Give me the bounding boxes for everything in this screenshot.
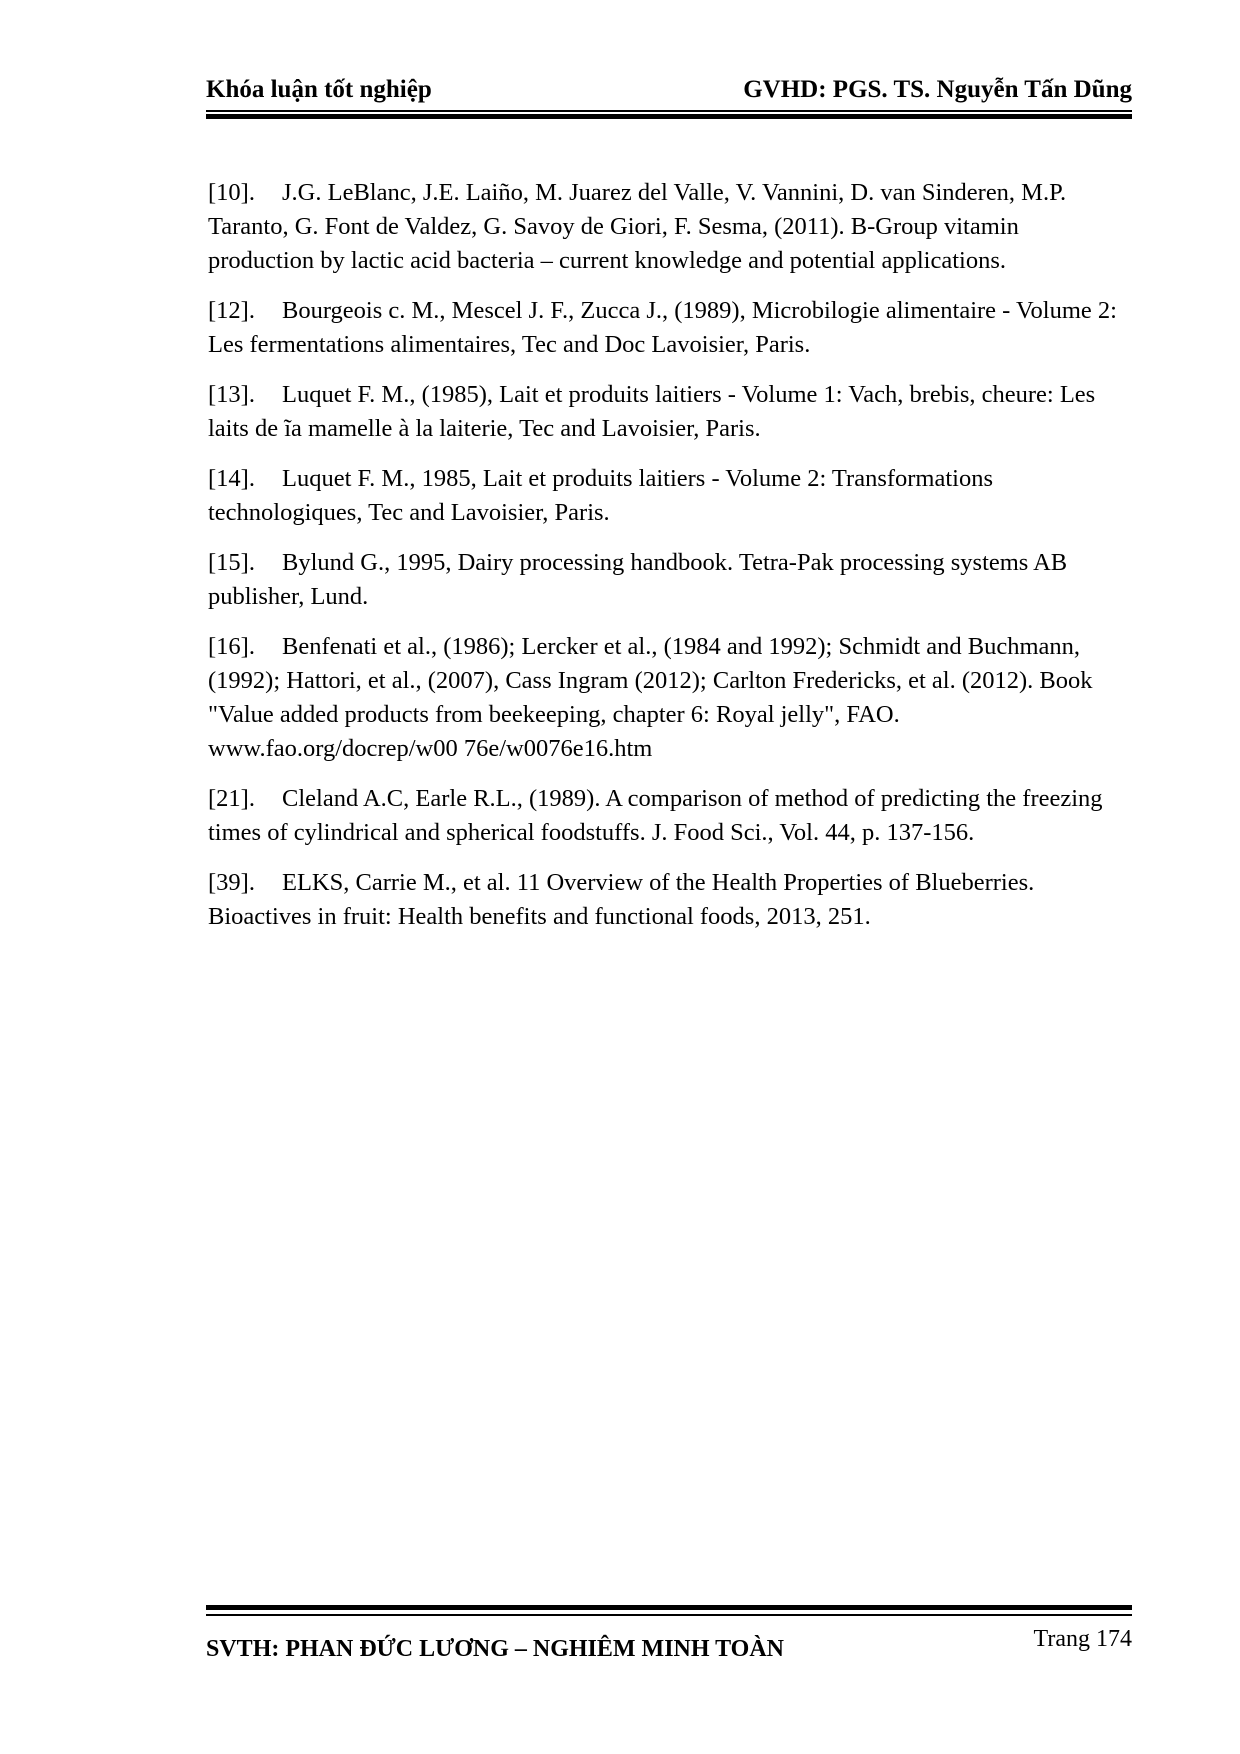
reference-text: Bourgeois c. M., Mescel J. F., Zucca J., (1989), Microbilogie alimentaire - Volume 2: Les fermentations alimentaires, Tec and Doc Lavoisier, Paris.: [208, 297, 1117, 358]
reference-item: [208, 630, 1130, 766]
footer-rule-thick: [206, 1605, 1132, 1610]
reference-item: [208, 546, 1130, 614]
reference-item: [208, 378, 1130, 446]
reference-number: [16].: [208, 633, 255, 660]
reference-item: [208, 176, 1130, 278]
reference-number: [15].: [208, 549, 255, 576]
reference-item: [208, 294, 1130, 362]
header-rule-thin: [206, 110, 1132, 112]
footer-rule-thin: [206, 1614, 1132, 1616]
reference-number: [21].: [208, 785, 255, 812]
reference-text: Bylund G., 1995, Dairy processing handbook. Tetra-Pak processing systems AB publisher, Lund.: [208, 549, 1068, 610]
reference-number: [10].: [208, 179, 255, 206]
reference-text: J.G. LeBlanc, J.E. Laiño, M. Juarez del Valle, V. Vannini, D. van Sinderen, M.P. Taranto, G. Font de Valdez, G. Savoy de Giori, F. Sesma, (2011). B-Group vitamin production by lactic acid bacteria – current knowledge and potential applications.: [208, 179, 1067, 274]
advisor-name: GVHD: PGS. TS. Nguyễn Tấn Dũng: [743, 76, 1132, 103]
reference-text: ELKS, Carrie M., et al. 11 Overview of the Health Properties of Blueberries. Bioactives in fruit: Health benefits and functional foods, 2013, 251.: [208, 869, 1035, 930]
header-rule-thick: [206, 114, 1132, 119]
reference-number: [39].: [208, 869, 255, 896]
reference-text: Cleland A.C, Earle R.L., (1989). A comparison of method of predicting the freezing times of cylindrical and spherical foodstuffs. J. Food Sci., Vol. 44, p. 137-156.: [208, 785, 1103, 846]
reference-item: [208, 866, 1130, 934]
page-number: Trang 174: [1033, 1626, 1132, 1652]
reference-item: [208, 462, 1130, 530]
page-header: [206, 72, 1132, 108]
reference-number: [12].: [208, 297, 255, 324]
reference-text: Luquet F. M., 1985, Lait et produits laitiers - Volume 2: Transformations technologiques, Tec and Lavoisier, Paris.: [208, 465, 994, 526]
reference-text: Benfenati et al., (1986); Lercker et al., (1984 and 1992); Schmidt and Buchmann, (1992); Hattori, et al., (2007), Cass Ingram (2012); Carlton Fredericks, et al. (2012). Book "Value added products from beekeeping, chapter 6: Royal jelly", FAO. www.fao.org/docrep/w00 76e/w0076e16.htm: [208, 633, 1093, 762]
reference-item: [208, 782, 1130, 850]
reference-number: [13].: [208, 381, 255, 408]
reference-number: [14].: [208, 465, 255, 492]
reference-text: Luquet F. M., (1985), Lait et produits laitiers - Volume 1: Vach, brebis, cheure: Les laits de ĩa mamelle à la laiterie, Tec and Lavoisier, Paris.: [208, 381, 1096, 442]
reference-list: [208, 176, 1130, 950]
thesis-title: Khóa luận tốt nghiệp: [206, 76, 432, 103]
student-names: SVTH: PHAN ĐỨC LƯƠNG – NGHIÊM MINH TOÀN: [206, 1636, 785, 1662]
